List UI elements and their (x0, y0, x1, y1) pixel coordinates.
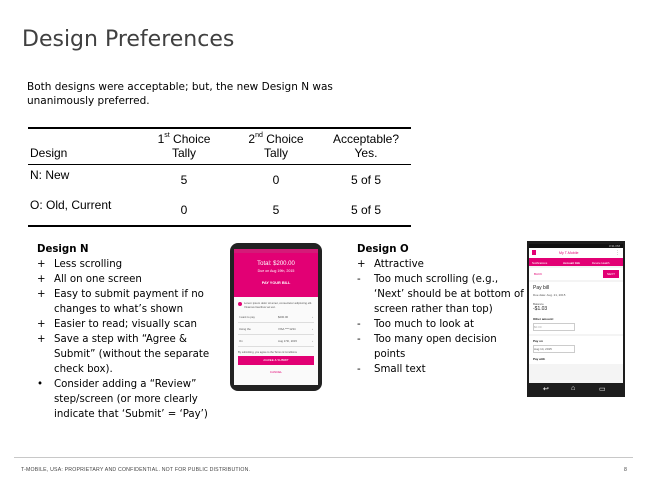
list-marker: - (357, 274, 361, 285)
cell-second-choice: 5 (272, 203, 280, 217)
page-number: 8 (624, 467, 627, 473)
android-nav-bar (527, 383, 625, 397)
pay-bill-title: Pay bill (533, 285, 550, 291)
cell-acceptable: 5 of 5 (350, 203, 382, 217)
table-header-row (28, 128, 411, 165)
row-value: Aug 17th, 2015 (278, 339, 297, 343)
cell-first-choice: 5 (180, 173, 188, 187)
balance-value: -$1.03 (533, 306, 548, 312)
second-choice-word: Choice (262, 132, 304, 146)
cell-second-choice: 0 (272, 173, 280, 187)
phone-screen (234, 249, 318, 385)
list-marker: + (37, 259, 46, 270)
design-o-phone-screenshot (527, 241, 625, 397)
pay-with-label: Pay with (533, 357, 546, 361)
total-amount: Total: $200.00 (257, 261, 295, 267)
list-marker: + (37, 319, 46, 330)
page-title: Design Preferences (22, 27, 235, 52)
list-item (37, 272, 217, 287)
terms-text: By submitting, you agree to the Terms & Conditions (238, 351, 297, 354)
first-choice-number: 1 (157, 132, 165, 146)
list-text: Too many open decision points (374, 334, 497, 360)
row-label: I want to pay (239, 315, 255, 319)
list-text: Consider adding a “Review” step/screen (or more clearly indicate that ‘Submit’ = ‘Pay’) (54, 379, 208, 420)
design-n-notes (37, 242, 217, 422)
list-marker: + (37, 334, 46, 345)
payment-row (238, 311, 314, 323)
design-n-heading: Design N (37, 244, 89, 255)
table-row (28, 165, 411, 196)
status-time: 3:31 PM (608, 244, 620, 248)
list-text: Attractive (374, 259, 424, 270)
list-marker: • (37, 379, 44, 390)
col-header-second-choice (231, 128, 321, 165)
list-text: Small text (374, 364, 426, 375)
info-note (234, 297, 318, 311)
col-header-design: Design (30, 146, 68, 160)
back-link: BACK (534, 272, 543, 276)
alert-icon (238, 302, 242, 306)
list-item (37, 332, 217, 377)
acceptable-label: Acceptable? (332, 132, 400, 146)
payment-row (238, 335, 314, 347)
pay-on-input: Aug 14, 2015 (533, 345, 575, 353)
list-item (37, 287, 217, 317)
pay-your-bill-label: PAY YOUR BILL (261, 281, 291, 285)
total-banner (234, 253, 318, 297)
cell-design: O: Old, Current (30, 198, 112, 212)
due-date: Due date: Aug. 21, 2015 (533, 293, 566, 297)
design-n-phone-screenshot (230, 243, 322, 391)
intro-text: Both designs were acceptable; but, the new Design N was unanimously preferred. (27, 81, 333, 107)
cancel-link: CANCEL (269, 370, 283, 374)
list-text: Save a step with “Agree & Submit” (without the separate check box). (54, 334, 210, 375)
note-text: Lorem ipsum dolor sit amet, consectetur adipiscing elit. Vivamus faucibus vel est. (244, 301, 313, 309)
first-choice-word: Choice (169, 132, 211, 146)
chevron-right-icon: › (312, 315, 313, 319)
list-marker: - (357, 319, 361, 330)
cell-first-choice: 0 (180, 203, 188, 217)
app-title: My T-Mobile (559, 251, 579, 255)
footer-text: T-MOBILE, USA: PROPRIETARY AND CONFIDENTIAL. NOT FOR PUBLIC DISTRIBUTION. (21, 467, 251, 473)
other-amount-input: $0.00 (533, 323, 575, 331)
tab-notifications: Notifications (532, 261, 548, 265)
step-nav (529, 268, 623, 280)
first-choice-tally: Tally (171, 146, 196, 160)
list-text: Easier to read; visually scan (54, 319, 197, 330)
chevron-right-icon: › (312, 339, 313, 343)
design-o-notes (357, 242, 527, 377)
row-label: Using the (239, 327, 251, 331)
list-marker: - (357, 364, 361, 375)
cell-acceptable: 5 of 5 (350, 173, 382, 187)
tab-account-info: Account Info (563, 261, 581, 265)
design-o-heading: Design O (357, 244, 409, 255)
cell-design: N: New (30, 168, 70, 182)
first-choice-suffix: st (164, 132, 170, 139)
footer-divider (14, 457, 633, 458)
tab-bar (529, 258, 623, 266)
list-item (37, 317, 217, 332)
list-marker: + (37, 274, 46, 285)
home-button-icon: ⌂ (571, 385, 576, 392)
second-choice-number: 2 (248, 132, 256, 146)
app-header (529, 248, 623, 258)
pay-on-card (529, 336, 623, 364)
balance-label: Balance (533, 302, 544, 306)
list-item (357, 332, 527, 362)
home-icon (532, 250, 536, 255)
next-button: NEXT (603, 270, 619, 278)
acceptable-yes: Yes. (354, 146, 378, 160)
list-item (357, 257, 527, 272)
back-icon: ↩ (543, 386, 549, 393)
list-text: Easy to submit payment if no changes to what’s shown (54, 289, 204, 315)
col-header-first-choice (137, 128, 231, 165)
list-item (357, 362, 527, 377)
second-choice-suffix: nd (255, 132, 263, 139)
agree-submit-button: AGREE & SUBMIT (238, 356, 314, 365)
list-marker: + (37, 289, 46, 300)
payment-row (238, 323, 314, 335)
menu-icon: ⋮ (615, 250, 620, 256)
list-text: All on one screen (54, 274, 142, 285)
pay-on-label: Pay on (533, 339, 543, 343)
chevron-right-icon: › (312, 327, 313, 331)
col-header-acceptable (321, 128, 411, 165)
recent-apps-icon: ▭ (599, 386, 606, 393)
table-row (28, 195, 411, 226)
pay-bill-card (529, 282, 623, 334)
row-value: VISA ****1234 (278, 327, 296, 331)
list-item (357, 317, 527, 332)
list-text: Too much to look at (374, 319, 475, 330)
list-item (37, 257, 217, 272)
list-text: Less scrolling (54, 259, 123, 270)
second-choice-tally: Tally (263, 146, 288, 160)
list-item (37, 377, 217, 422)
list-marker: - (357, 334, 361, 345)
phone-screen (529, 244, 623, 383)
due-date: Due on Aug 19th, 2015 (257, 269, 295, 273)
row-label: On (239, 339, 243, 343)
row-value: $200.00 (278, 315, 289, 319)
list-item (357, 272, 527, 317)
tab-device-health: Device Health (592, 261, 610, 265)
list-text: Too much scrolling (e.g., ‘Next’ should be at bottom of screen rather than top) (374, 274, 524, 315)
list-marker: + (357, 259, 366, 270)
preference-table (28, 127, 411, 227)
other-amount-label: Other amount: (533, 317, 554, 321)
